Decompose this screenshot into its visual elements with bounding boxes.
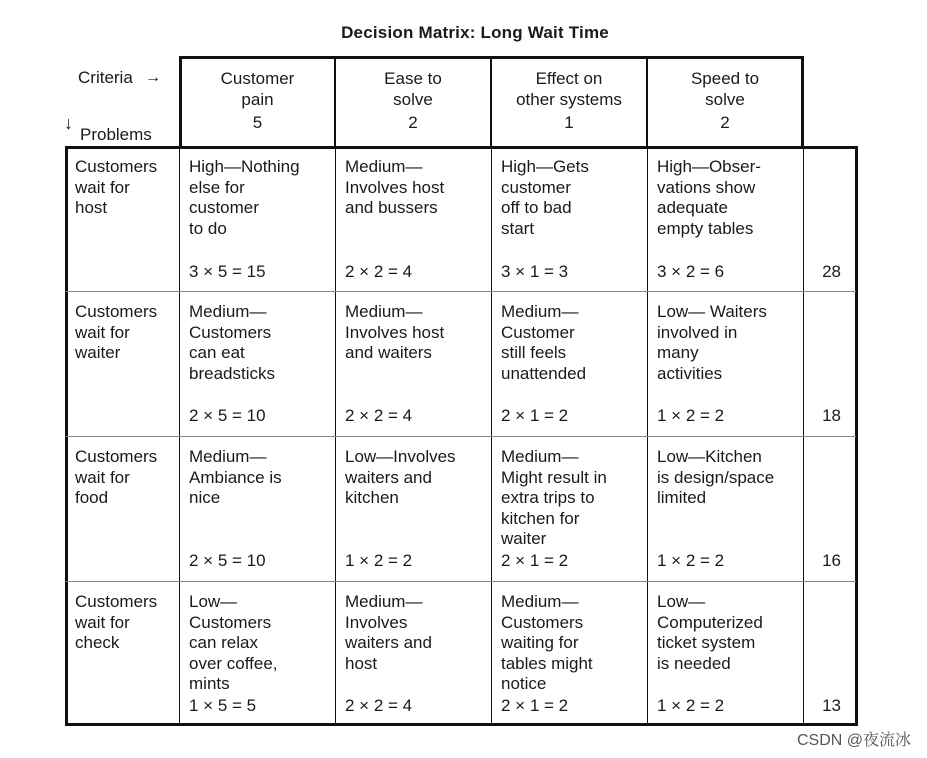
criterion-header <box>181 56 334 147</box>
criterion-name: Ease to <box>384 69 442 88</box>
rating-text: Low—Involves waiters and kitchen <box>345 447 456 508</box>
rating-text: Medium— Customer still feels unattended <box>501 302 587 383</box>
rating-text: Medium— Might result in extra trips to kitchen for waiter <box>501 447 607 549</box>
criterion-name: Customer <box>220 69 295 88</box>
criteria-axis-label: Criteria <box>78 68 133 87</box>
score: 2 × 2 = 4 <box>345 406 413 425</box>
row-total: 28 <box>822 262 841 281</box>
score: 1 × 2 = 2 <box>657 551 725 570</box>
criterion-weight: 1 <box>564 113 574 132</box>
rating-text: Medium— Ambiance is nice <box>189 447 282 508</box>
problem-label: Customers wait for waiter <box>75 302 158 363</box>
down-arrow-icon: ↓ <box>64 113 73 133</box>
rating-text: Low— Customers can relax over coffee, mints <box>189 592 278 694</box>
row-divider <box>66 436 856 437</box>
watermark: CSDN @夜流冰 <box>796 732 911 749</box>
problem-label: Customers wait for food <box>75 447 158 508</box>
problems-axis-label: Problems <box>80 125 152 144</box>
row-total: 13 <box>822 696 841 715</box>
criterion-header <box>492 56 646 147</box>
criterion-name: solve <box>705 90 745 109</box>
criterion-weight: 5 <box>252 113 263 132</box>
criterion-header <box>336 56 490 147</box>
score: 2 × 1 = 2 <box>501 406 569 425</box>
row-divider <box>66 291 856 292</box>
rating-text: High—Gets customer off to bad start <box>501 157 589 238</box>
score: 2 × 2 = 4 <box>345 262 413 281</box>
criterion-name: other systems <box>516 90 622 109</box>
criterion-weight: 2 <box>408 113 418 132</box>
row-divider <box>66 581 856 582</box>
rating-text: High—Nothing else for customer to do <box>189 157 300 238</box>
problem-label: Customers wait for check <box>75 592 158 653</box>
rating-text: Medium— Involves host and waiters <box>345 302 445 363</box>
rating-text: Low— Waiters involved in many activities <box>657 302 767 383</box>
criterion-name: Effect on <box>535 69 603 88</box>
criterion-header <box>648 56 802 147</box>
criterion-name: pain <box>241 90 274 109</box>
rating-text: Medium— Involves host and bussers <box>345 157 445 218</box>
rating-text: Medium— Customers can eat breadsticks <box>189 302 275 383</box>
score: 1 × 2 = 2 <box>345 551 413 570</box>
page-title: Decision Matrix: Long Wait Time <box>341 23 609 42</box>
row-total: 16 <box>822 551 841 570</box>
score: 3 × 2 = 6 <box>657 262 725 281</box>
rating-text: Medium— Involves waiters and host <box>345 592 432 673</box>
score: 3 × 5 = 15 <box>189 262 266 281</box>
criterion-name: solve <box>393 90 433 109</box>
score: 1 × 2 = 2 <box>657 696 725 715</box>
rating-text: High—Obser- vations show adequate empty tables <box>657 157 761 238</box>
rating-text: Low— Computerized ticket system is needed <box>657 592 763 673</box>
score: 2 × 5 = 10 <box>189 406 266 425</box>
rating-text: Medium— Customers waiting for tables might notice <box>501 592 593 694</box>
score: 2 × 5 = 10 <box>189 551 266 570</box>
score: 2 × 1 = 2 <box>501 551 569 570</box>
right-arrow-icon: → <box>145 69 161 86</box>
score: 1 × 2 = 2 <box>657 406 725 425</box>
score: 2 × 2 = 4 <box>345 696 413 715</box>
score: 3 × 1 = 3 <box>501 262 569 281</box>
problem-label: Customers wait for host <box>75 157 158 218</box>
score: 2 × 1 = 2 <box>501 696 569 715</box>
criterion-weight: 2 <box>720 113 730 132</box>
rating-text: Low—Kitchen is design/space limited <box>657 447 775 508</box>
score: 1 × 5 = 5 <box>189 696 257 715</box>
criterion-name: Speed to <box>690 69 760 88</box>
row-total: 18 <box>822 406 841 425</box>
